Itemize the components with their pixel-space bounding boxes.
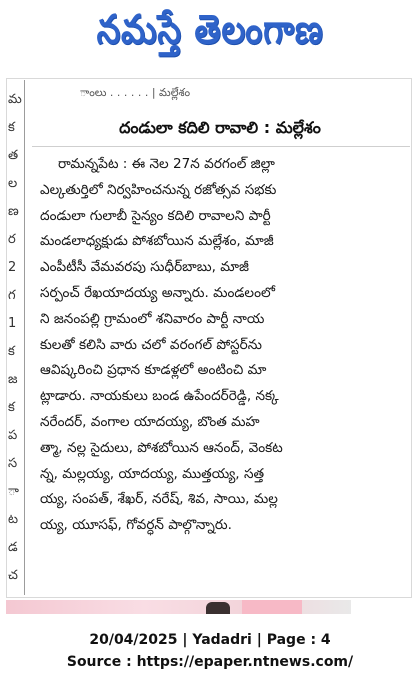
article-line: దండులా గులాబీ సైన్యం కదిలి రావాలని పార్టీ [40, 207, 271, 224]
fragment-char: మ [8, 92, 22, 107]
article-line: న్న, మల్లయ్య, యాదయ్య, ముత్తయ్య, సత్త [40, 465, 265, 482]
article-line: ట్లాడారు. నాయకులు బండ ఉపేందర్‌రెడ్డి, నక్క [40, 388, 279, 405]
column-divider [24, 80, 25, 595]
article-line: రామన్నపేట : ఈ నెల 27న వరగంల్ జిల్లా [58, 156, 275, 172]
fragment-char: క [8, 344, 15, 359]
article-line: య్య, యూసఫ్, గోవర్ధన్ పాల్గొన్నారు. [40, 517, 232, 534]
article-body [40, 152, 410, 539]
fragment-char: 1 [8, 316, 17, 331]
masthead-title: నమస్తే తెలంగాణ [96, 7, 324, 53]
article-line: య్య, సంపత్, శేఖర్, నరేష్, శివ, సాయి, మల్ల [40, 491, 278, 508]
fragment-char: ప [8, 428, 18, 443]
fragment-char: క [8, 400, 15, 415]
fragment-char: క [8, 120, 15, 135]
photo-fragment [206, 602, 230, 614]
source-url: Source : https://epaper.ntnews.com/ [66, 654, 354, 670]
article-line: ఆవిష్కరించి ప్రధాన కూడళ్లలో అంటించి మా [40, 362, 267, 379]
newspaper-masthead [0, 0, 420, 70]
photo-fragment [242, 600, 302, 614]
edition-info: 20/04/2025 | Yadadri | Page : 4 [89, 632, 331, 648]
article-line: మండలాధ్యక్షుడు పోశబోయిన మల్లేశం, మాజీ [40, 233, 274, 250]
article-line: ని జనంపల్లి గ్రామంలో శనివారం పార్టీ నాయ [40, 310, 265, 327]
article-line: నరేందర్, వంగాల యాదయ్య, బొంత మహ [40, 413, 260, 430]
fragment-char: ట [8, 512, 19, 527]
fragment-char: త [8, 148, 19, 163]
fragment-char: ణ [8, 204, 19, 219]
fragment-char: ల [8, 176, 18, 191]
fragment-char: గ [8, 288, 16, 303]
fragment-char: ర [8, 232, 16, 247]
fragment-char: డ [8, 540, 18, 555]
fragment-char: జ [8, 372, 18, 387]
article-line: త్మా, నల్ల సైదులు, పోశబోయిన ఆనంద్, వెంకట [40, 439, 283, 456]
article-headline: దండులా కదిలి రావాలి : మల్లేశం [119, 118, 321, 137]
fragment-char: స [8, 456, 18, 471]
fragment-char: 2 [8, 260, 17, 275]
cropped-photo-strip [6, 600, 351, 614]
fragment-char: ా [8, 484, 19, 499]
fragment-char: చ [8, 568, 18, 583]
adjacent-column-fragment [0, 78, 22, 598]
article-line: ఎల్కతుర్తిలో నిర్వహించనున్న రజోత్సవ సభకు [40, 181, 277, 198]
headline-divider [32, 146, 410, 147]
article-line: సర్పంచ్ రేఖయాదయ్య అన్నారు. మండలంలో [40, 284, 275, 301]
cropped-previous-text: ాంలు . . . . . . | మల్లేశం [80, 86, 191, 99]
article-line: కులతో కలిసి వారు చలో వరంగల్ పోస్టర్‌ను [40, 336, 262, 353]
article-line: ఎంపీటీసీ వేమవరపు సుధీర్‌బాబు, మాజీ [40, 259, 249, 276]
